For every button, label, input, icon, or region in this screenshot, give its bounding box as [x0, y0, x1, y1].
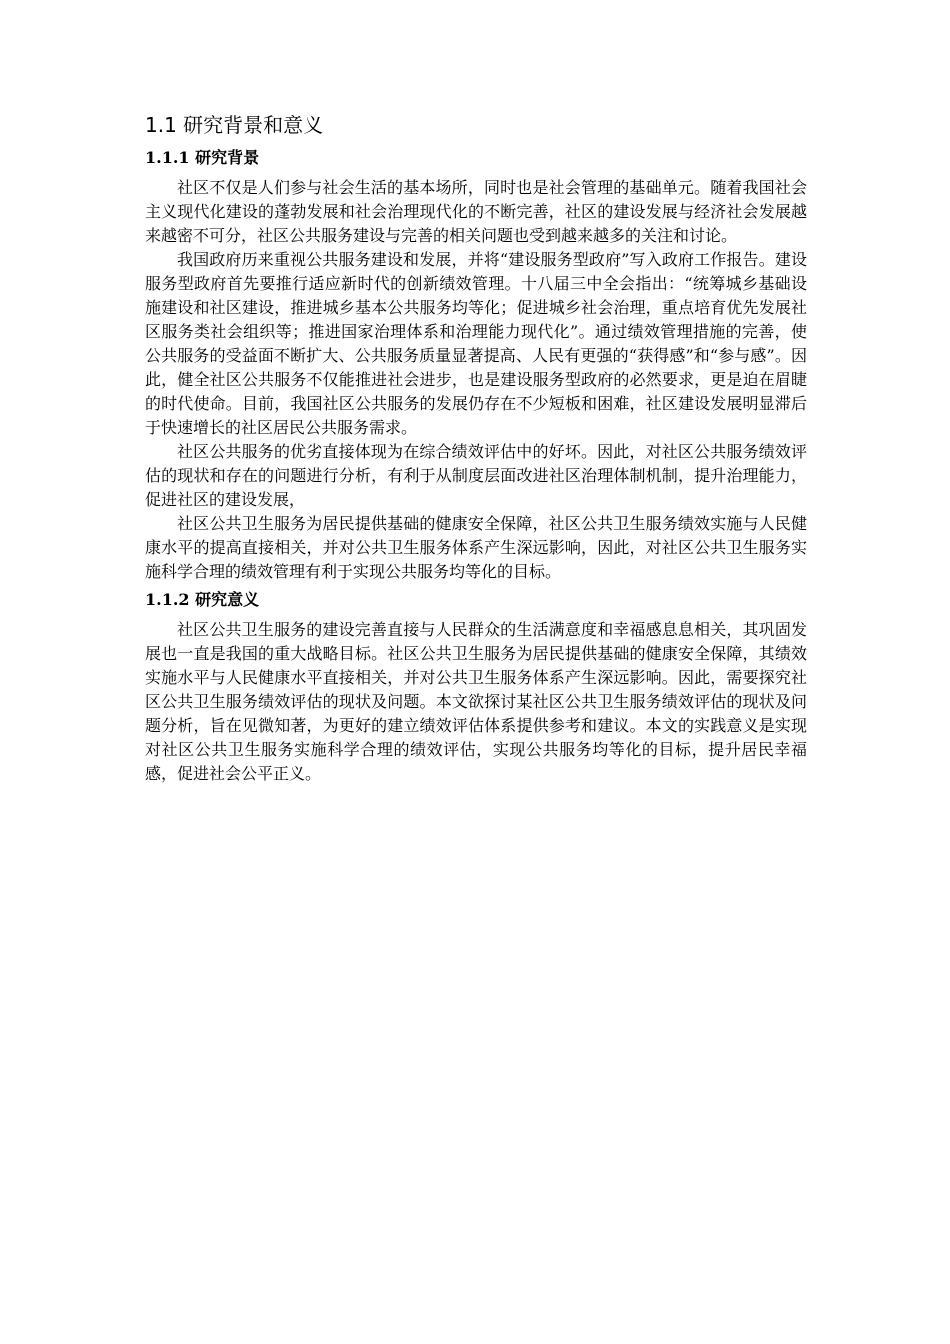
paragraph: 社区不仅是人们参与社会生活的基本场所，同时也是社会管理的基础单元。随着我国社会主义现代化建设的蓬勃发展和社会治理现代化的不断完善，社区的建设发展与经济社会发展越来越密不可分，社区公共服务建设与完善的相关问题也受到越来越多的关注和讨论。 — [145, 178, 807, 245]
subsection-heading-significance: 1.1.2 研究意义 — [145, 590, 260, 609]
paragraph: 社区公共卫生服务的建设完善直接与人民群众的生活满意度和幸福感息息相关，其巩固发展也一直是我国的重大战略目标。社区公共卫生服务为居民提供基础的健康安全保障，其绩效实施水平与人民健康水平直接相关，并对公共卫生服务体系产生深远影响。因此，需要探究社区公共卫生服务绩效评估的现状及问题。本文欲探讨某社区公共卫生服务绩效评估的现状及问题分析，旨在见微知著，为更好的建立绩效评估体系提供参考和建议。本文的实践意义是实现对社区公共卫生服务实施科学合理的绩效评估，实现公共服务均等化的目标，提升居民幸福感，促进社会公平正义。 — [145, 620, 807, 783]
paragraph: 社区公共卫生服务为居民提供基础的健康安全保障，社区公共卫生服务绩效实施与人民健康水平的提高直接相关，并对公共卫生服务体系产生深远影响，因此，对社区公共卫生服务实施科学合理的绩效管理有利于实现公共服务均等化的目标。 — [145, 514, 807, 581]
paragraph: 我国政府历来重视公共服务建设和发展，并将“建设服务型政府”写入政府工作报告。建设服务型政府首先要推行适应新时代的创新绩效管理。十八届三中全会指出：“统筹城乡基础设施建设和社区建设，推进城乡基本公共服务均等化；促进城乡社会治理，重点培育优先发展社区服务类社会组织等；推进国家治理体系和治理能力现代化”。通过绩效管理措施的完善，使公共服务的受益面不断扩大、公共服务质量显著提高、人民有更强的“获得感”和“参与感”。因此，健全社区公共服务不仅能推进社会进步，也是建设服务型政府的必然要求，更是迫在眉睫的时代使命。目前，我国社区公共服务的发展仍存在不少短板和困难，社区建设发展明显滞后于快速增长的社区居民公共服务需求。 — [145, 250, 807, 437]
paragraph: 社区公共服务的优劣直接体现为在综合绩效评估中的好坏。因此，对社区公共服务绩效评估的现状和存在的问题进行分析，有利于从制度层面改进社区治理体制机制，提升治理能力，促进社区的建设发展， — [145, 442, 807, 509]
document-page — [145, 110, 807, 786]
subsection-heading-background: 1.1.1 研究背景 — [145, 148, 260, 167]
section-heading: 1.1 研究背景和意义 — [145, 113, 324, 137]
